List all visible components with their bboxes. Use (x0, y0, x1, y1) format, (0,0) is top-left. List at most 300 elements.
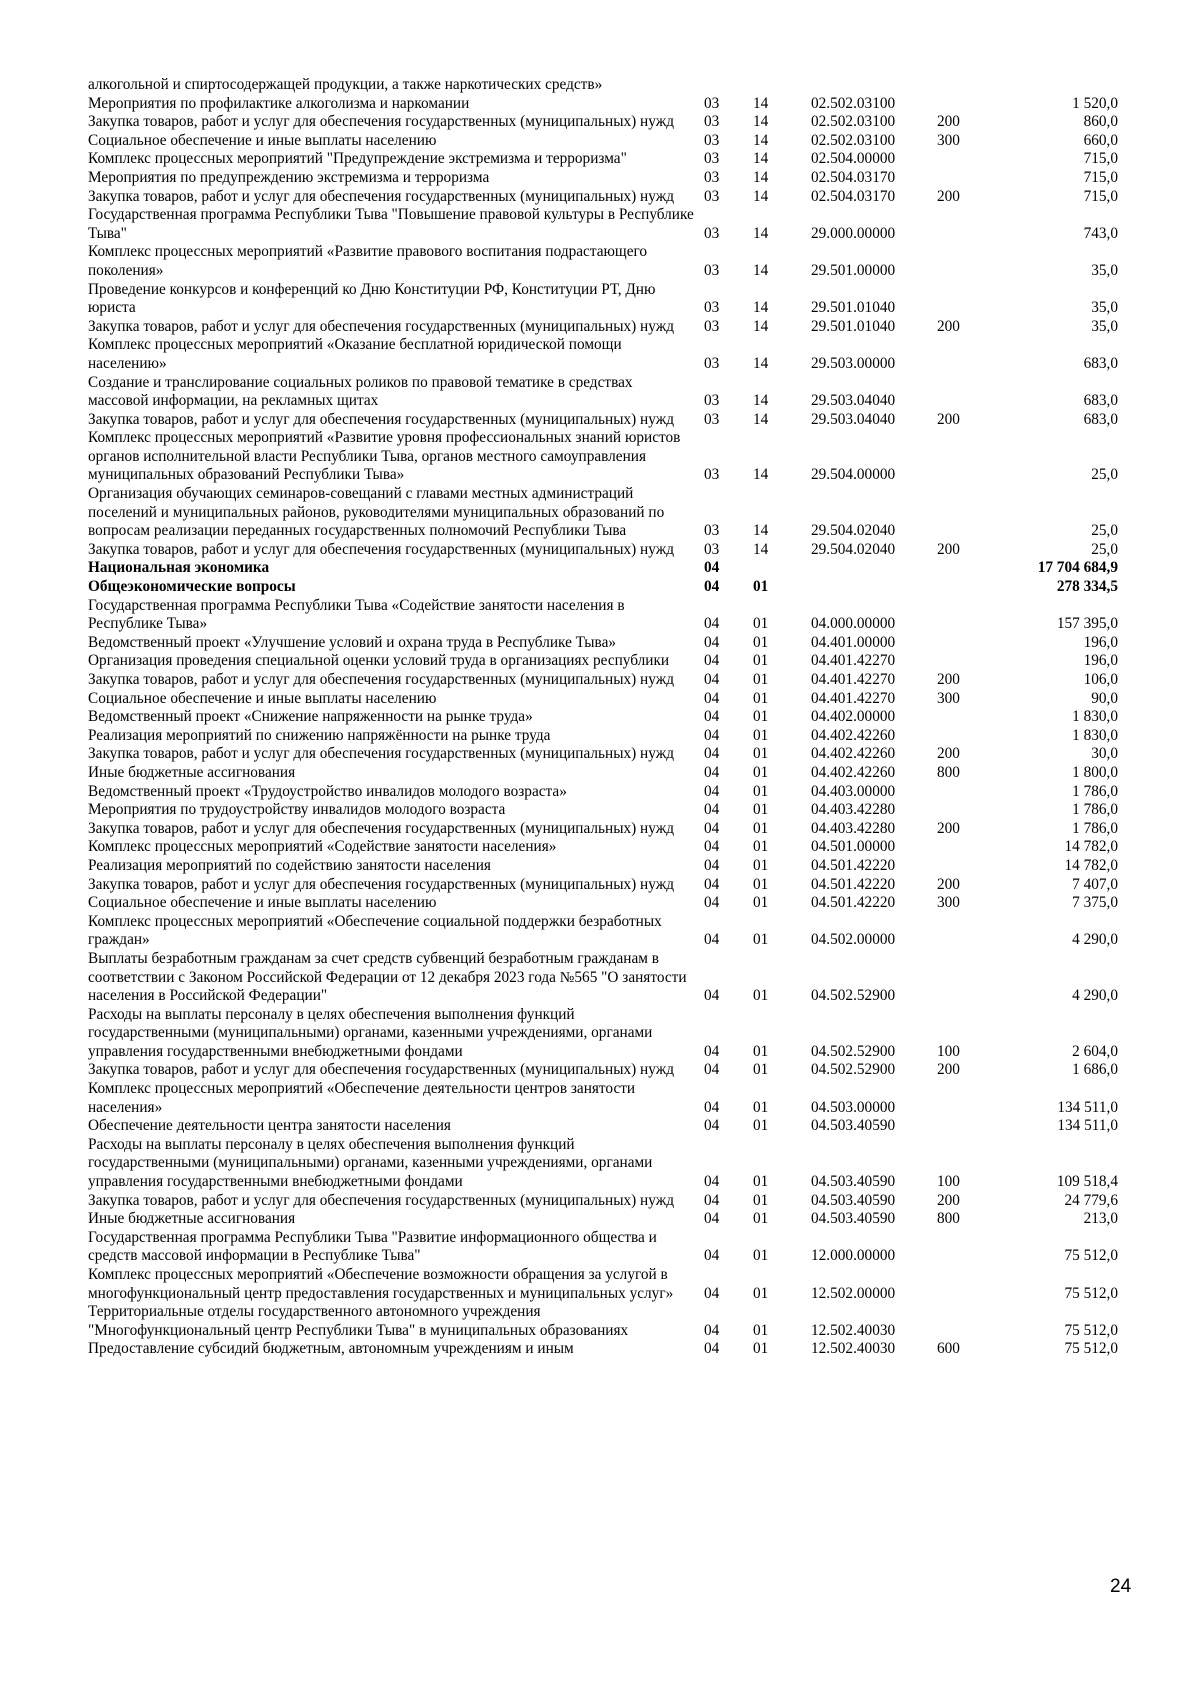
row-subsection-code: 14 (753, 299, 769, 317)
row-subsection-code: 01 (753, 578, 769, 596)
row-section-code: 04 (704, 689, 720, 707)
table-row (88, 838, 1118, 857)
row-subsection-code: 01 (753, 819, 769, 837)
row-expense-type-code: 200 (937, 1061, 960, 1079)
row-name: Иные бюджетные ассигнования (88, 1210, 296, 1228)
row-amount: 1 800,0 (1072, 763, 1118, 781)
row-target-article-code: 29.000.00000 (811, 224, 896, 242)
row-subsection-code: 14 (753, 317, 769, 335)
row-subsection-code: 01 (753, 1284, 769, 1302)
row-expense-type-code: 200 (937, 875, 960, 893)
row-amount: 1 786,0 (1072, 782, 1118, 800)
row-subsection-code: 01 (753, 1061, 769, 1079)
table-row (88, 1192, 1118, 1211)
row-target-article-code: 02.504.00000 (811, 150, 896, 168)
row-target-article-code: 04.503.00000 (811, 1098, 896, 1116)
row-section-code: 03 (704, 466, 720, 484)
row-expense-type-code: 200 (937, 113, 960, 131)
row-section-code: 03 (704, 410, 720, 428)
row-name: Ведомственный проект «Снижение напряженности на рынке труда» (88, 708, 533, 726)
row-section-code: 04 (704, 615, 720, 633)
row-section-code: 03 (704, 187, 720, 205)
row-target-article-code: 04.503.40590 (811, 1210, 896, 1228)
row-subsection-code: 01 (753, 633, 769, 651)
row-target-article-code: 02.502.03100 (811, 113, 896, 131)
table-row (88, 559, 1118, 578)
row-section-code: 04 (704, 578, 720, 596)
row-name: Создание и транслирование социальных роликов по правовой тематике в средствах массовой информации, на рекламных щитах (88, 373, 633, 410)
row-subsection-code: 01 (753, 838, 769, 856)
row-target-article-code: 29.501.00000 (811, 261, 896, 279)
row-subsection-code: 01 (753, 708, 769, 726)
row-expense-type-code: 100 (937, 1042, 960, 1060)
row-amount: 1 520,0 (1072, 94, 1118, 112)
row-expense-type-code: 200 (937, 317, 960, 335)
row-subsection-code: 01 (753, 763, 769, 781)
row-name: Ведомственный проект «Улучшение условий и охрана труда в Республике Тыва» (88, 633, 617, 651)
table-row (88, 169, 1118, 188)
row-expense-type-code: 200 (937, 1191, 960, 1209)
row-amount: 106,0 (1083, 671, 1118, 688)
row-name: Закупка товаров, работ и услуг для обеспечения государственных (муниципальных) нужд (88, 875, 675, 893)
row-section-code: 03 (704, 354, 720, 372)
row-subsection-code: 01 (753, 987, 769, 1005)
row-target-article-code: 04.501.42220 (811, 856, 896, 874)
row-amount: 660,0 (1083, 131, 1118, 149)
row-expense-type-code: 800 (937, 763, 960, 781)
row-amount: 715,0 (1083, 168, 1118, 186)
row-name: Проведение конкурсов и конференций ко Дню Конституции РФ, Конституции РТ, Дню юриста (88, 280, 656, 317)
row-name: Национальная экономика (88, 559, 270, 577)
row-subsection-code: 01 (753, 1042, 769, 1060)
table-row (88, 652, 1118, 671)
table-row (88, 206, 1118, 243)
row-amount: 24 779,6 (1064, 1191, 1118, 1209)
table-row (88, 150, 1118, 169)
row-amount: 2 604,0 (1072, 1042, 1118, 1060)
row-subsection-code: 01 (753, 689, 769, 707)
row-amount: 1 830,0 (1072, 726, 1118, 744)
row-subsection-code: 14 (753, 392, 769, 410)
row-section-code: 04 (704, 1247, 720, 1265)
table-row (88, 95, 1118, 114)
page-number: 24 (1110, 1576, 1132, 1597)
row-subsection-code: 14 (753, 150, 769, 168)
row-subsection-code: 01 (753, 1173, 769, 1191)
row-name: Комплекс процессных мероприятий «Содействие занятости населения» (88, 838, 557, 856)
row-subsection-code: 14 (753, 466, 769, 484)
row-target-article-code: 04.503.40590 (811, 1173, 896, 1191)
row-amount: 30,0 (1091, 745, 1118, 763)
row-subsection-code: 01 (753, 652, 769, 670)
row-amount: 860,0 (1083, 113, 1118, 131)
row-amount: 75 512,0 (1064, 1340, 1118, 1358)
row-section-code: 04 (704, 838, 720, 856)
row-amount: 196,0 (1083, 633, 1118, 651)
row-amount: 1 686,0 (1072, 1061, 1118, 1079)
row-name: Закупка товаров, работ и услуг для обеспечения государственных (муниципальных) нужд (88, 113, 675, 131)
row-subsection-code: 01 (753, 782, 769, 800)
table-row (88, 429, 1118, 485)
row-expense-type-code: 200 (937, 671, 960, 688)
row-target-article-code: 04.503.40590 (811, 1117, 896, 1135)
row-target-article-code: 02.502.03100 (811, 94, 896, 112)
row-subsection-code: 14 (753, 187, 769, 205)
row-subsection-code: 14 (753, 94, 769, 112)
row-target-article-code: 04.401.42270 (811, 689, 896, 707)
table-row (88, 1080, 1118, 1117)
row-subsection-code: 14 (753, 354, 769, 372)
row-target-article-code: 04.502.52900 (811, 1042, 896, 1060)
row-name: Социальное обеспечение и иные выплаты населению (88, 689, 437, 707)
row-amount: 25,0 (1091, 522, 1118, 540)
row-section-code: 04 (704, 745, 720, 763)
row-name: Государственная программа Республики Тыва «Содействие занятости населения в Республике Тыва» (88, 596, 625, 633)
row-name: Комплекс процессных мероприятий «Развитие правового воспитания подрастающего поколения» (88, 243, 648, 279)
row-target-article-code: 04.403.42280 (811, 801, 896, 819)
row-target-article-code: 04.402.42260 (811, 745, 896, 763)
row-section-code: 03 (704, 522, 720, 540)
row-name: Общеэкономические вопросы (88, 578, 296, 596)
row-section-code: 03 (704, 113, 720, 131)
row-amount: 1 830,0 (1072, 708, 1118, 726)
row-section-code: 04 (704, 819, 720, 837)
row-name: Иные бюджетные ассигнования (88, 763, 296, 781)
row-subsection-code: 14 (753, 131, 769, 149)
row-target-article-code: 04.401.00000 (811, 633, 896, 651)
row-section-code: 04 (704, 856, 720, 874)
row-section-code: 04 (704, 1173, 720, 1191)
table-row (88, 1340, 1118, 1359)
row-section-code: 04 (704, 726, 720, 744)
row-subsection-code: 14 (753, 261, 769, 279)
row-name: Реализация мероприятий по содействию занятости населения (88, 856, 491, 874)
row-name: Комплекс процессных мероприятий "Предупреждение экстремизма и терроризма" (88, 150, 627, 168)
row-section-code: 04 (704, 1191, 720, 1209)
row-section-code: 04 (704, 894, 720, 912)
row-amount: 278 334,5 (1056, 578, 1118, 596)
row-amount: 4 290,0 (1072, 931, 1118, 949)
row-target-article-code: 04.502.00000 (811, 931, 896, 949)
row-section-code: 03 (704, 131, 720, 149)
row-subsection-code: 14 (753, 113, 769, 131)
row-name: Комплекс процессных мероприятий «Развитие уровня профессиональных знаний юристов органов исполнительной власти Республики Тыва, органов местного самоуправления муниципальных образований Республики Тыва» (88, 429, 681, 484)
row-target-article-code: 29.503.04040 (811, 392, 896, 410)
row-expense-type-code: 300 (937, 131, 960, 149)
row-subsection-code: 01 (753, 1247, 769, 1265)
row-section-code: 04 (704, 1042, 720, 1060)
row-expense-type-code: 100 (937, 1173, 960, 1191)
row-amount: 75 512,0 (1064, 1247, 1118, 1265)
row-expense-type-code: 800 (937, 1210, 960, 1228)
row-target-article-code: 29.504.02040 (811, 540, 896, 558)
table-row (88, 188, 1118, 207)
row-target-article-code: 04.401.42270 (811, 652, 896, 670)
row-name: Государственная программа Республики Тыва "Повышение правовой культуры в Республике Тыва" (88, 206, 694, 242)
row-target-article-code: 29.503.04040 (811, 410, 896, 428)
row-section-code: 04 (704, 763, 720, 781)
row-name: Закупка товаров, работ и услуг для обеспечения государственных (муниципальных) нужд (88, 187, 675, 205)
row-section-code: 04 (704, 931, 720, 949)
row-section-code: 04 (704, 1321, 720, 1339)
row-subsection-code: 01 (753, 1191, 769, 1209)
row-name: Предоставление субсидий бюджетным, автономным учреждениям и иным (88, 1340, 574, 1358)
row-name: алкогольной и спиртосодержащей продукции, а также наркотических средств» (88, 76, 603, 93)
row-subsection-code: 01 (753, 801, 769, 819)
table-row (88, 113, 1118, 132)
table-row (88, 1006, 1118, 1062)
row-name: Комплекс процессных мероприятий «Обеспечение социальной поддержки безработных граждан» (88, 912, 662, 949)
row-name: Государственная программа Республики Тыва "Развитие информационного общества и средств массовой информации в Республике Тыва" (88, 1228, 657, 1265)
row-expense-type-code: 200 (937, 540, 960, 558)
row-target-article-code: 04.501.00000 (811, 838, 896, 856)
row-name: Выплаты безработным гражданам за счет средств субвенций безработным гражданам в соответствии с Законом Российской Федерации от 12 декабря 2023 года №565 "О занятости населения в Российской Федерации" (88, 949, 687, 1005)
row-section-code: 04 (704, 1098, 720, 1116)
table-row (88, 1210, 1118, 1229)
row-amount: 25,0 (1091, 466, 1118, 484)
row-subsection-code: 01 (753, 1117, 769, 1135)
table-row (88, 243, 1118, 280)
row-section-code: 04 (704, 671, 720, 688)
row-target-article-code: 04.402.42260 (811, 763, 896, 781)
row-amount: 90,0 (1091, 689, 1118, 707)
row-name: Расходы на выплаты персоналу в целях обеспечения выполнения функций государственными (муниципальными) органами, казенными учреждениями, органами управления государственными внебюджетными фондами (88, 1005, 653, 1060)
table-row (88, 318, 1118, 337)
row-target-article-code: 04.501.42220 (811, 894, 896, 912)
row-name: Организация обучающих семинаров-совещаний с главами местных администраций поселений и муниципальных районов, руководителями муниципальных образований по вопросам реализации переданных государственных полномочий Республики Тыва (88, 485, 665, 540)
row-amount: 715,0 (1083, 150, 1118, 168)
table-row (88, 876, 1118, 895)
row-subsection-code: 14 (753, 522, 769, 540)
row-name: Закупка товаров, работ и услуг для обеспечения государственных (муниципальных) нужд (88, 745, 675, 763)
row-subsection-code: 14 (753, 224, 769, 242)
row-expense-type-code: 200 (937, 187, 960, 205)
row-target-article-code: 29.501.01040 (811, 299, 896, 317)
row-subsection-code: 01 (753, 1098, 769, 1116)
table-row (88, 1136, 1118, 1192)
row-target-article-code: 29.504.02040 (811, 522, 896, 540)
row-section-code: 03 (704, 150, 720, 168)
row-expense-type-code: 200 (937, 819, 960, 837)
row-section-code: 03 (704, 94, 720, 112)
row-amount: 109 518,4 (1056, 1173, 1118, 1191)
table-row (88, 857, 1118, 876)
row-name: Закупка товаров, работ и услуг для обеспечения государственных (муниципальных) нужд (88, 1061, 675, 1079)
row-amount: 715,0 (1083, 187, 1118, 205)
row-subsection-code: 01 (753, 1340, 769, 1358)
row-section-code: 03 (704, 540, 720, 558)
row-expense-type-code: 200 (937, 745, 960, 763)
row-amount: 1 786,0 (1072, 801, 1118, 819)
row-target-article-code: 04.501.42220 (811, 875, 896, 893)
row-section-code: 04 (704, 559, 720, 577)
table-row (88, 1117, 1118, 1136)
row-name: Закупка товаров, работ и услуг для обеспечения государственных (муниципальных) нужд (88, 671, 675, 688)
table-row (88, 336, 1118, 373)
row-section-code: 04 (704, 1340, 720, 1358)
row-section-code: 04 (704, 708, 720, 726)
budget-table (88, 76, 1118, 1359)
row-target-article-code: 04.403.00000 (811, 782, 896, 800)
row-amount: 75 512,0 (1064, 1321, 1118, 1339)
row-name: Закупка товаров, работ и услуг для обеспечения государственных (муниципальных) нужд (88, 1191, 675, 1209)
table-row (88, 76, 1118, 95)
row-name: Закупка товаров, работ и услуг для обеспечения государственных (муниципальных) нужд (88, 540, 675, 558)
table-row (88, 578, 1118, 597)
table-row (88, 1266, 1118, 1303)
table-row (88, 708, 1118, 727)
table-row (88, 281, 1118, 318)
row-name: Расходы на выплаты персоналу в целях обеспечения выполнения функций государственными (муниципальными) органами, казенными учреждениями, органами управления государственными внебюджетными фондами (88, 1135, 653, 1191)
row-name: Социальное обеспечение и иные выплаты населению (88, 894, 437, 912)
table-row (88, 541, 1118, 560)
row-name: Социальное обеспечение и иные выплаты населению (88, 131, 437, 149)
table-row (88, 411, 1118, 430)
table-row (88, 1229, 1118, 1266)
row-name: Закупка товаров, работ и услуг для обеспечения государственных (муниципальных) нужд (88, 819, 675, 837)
row-name: Комплекс процессных мероприятий «Обеспечение деятельности центров занятости населения» (88, 1080, 636, 1116)
row-amount: 213,0 (1083, 1210, 1118, 1228)
row-section-code: 04 (704, 1117, 720, 1135)
row-amount: 25,0 (1091, 540, 1118, 558)
row-target-article-code: 04.503.40590 (811, 1191, 896, 1209)
row-amount: 134 511,0 (1057, 1117, 1118, 1135)
row-amount: 35,0 (1091, 317, 1118, 335)
row-target-article-code: 29.501.01040 (811, 317, 896, 335)
row-name: Комплекс процессных мероприятий «Обеспечение возможности обращения за услугой в многофункциональный центр предоставления государственных и муниципальных услуг» (88, 1266, 674, 1302)
table-row (88, 1061, 1118, 1080)
row-target-article-code: 12.502.40030 (811, 1321, 896, 1339)
row-name: Закупка товаров, работ и услуг для обеспечения государственных (муниципальных) нужд (88, 410, 675, 428)
row-amount: 743,0 (1083, 224, 1118, 242)
row-section-code: 03 (704, 224, 720, 242)
row-amount: 157 395,0 (1056, 615, 1118, 633)
row-amount: 196,0 (1083, 652, 1118, 670)
row-name: Комплекс процессных мероприятий «Оказание бесплатной юридической помощи населению» (88, 336, 622, 372)
row-target-article-code: 04.502.52900 (811, 987, 896, 1005)
row-amount: 75 512,0 (1064, 1284, 1118, 1302)
row-section-code: 03 (704, 168, 720, 186)
row-name: Ведомственный проект «Трудоустройство инвалидов молодого возраста» (88, 782, 567, 800)
row-subsection-code: 01 (753, 1210, 769, 1228)
row-target-article-code: 12.502.00000 (811, 1284, 896, 1302)
row-target-article-code: 02.504.03170 (811, 168, 896, 186)
row-expense-type-code: 200 (937, 410, 960, 428)
row-amount: 14 782,0 (1064, 856, 1118, 874)
row-target-article-code: 04.401.42270 (811, 671, 896, 688)
row-section-code: 04 (704, 987, 720, 1005)
table-row (88, 1303, 1118, 1340)
row-amount: 4 290,0 (1072, 987, 1118, 1005)
table-row (88, 634, 1118, 653)
row-section-code: 03 (704, 317, 720, 335)
row-expense-type-code: 300 (937, 689, 960, 707)
row-name: Территориальные отделы государственного автономного учреждения "Многофункциональный центр Республики Тыва" в муниципальных образованиях (88, 1303, 629, 1339)
table-row (88, 913, 1118, 950)
row-target-article-code: 04.403.42280 (811, 819, 896, 837)
table-row (88, 485, 1118, 541)
row-subsection-code: 01 (753, 875, 769, 893)
row-target-article-code: 02.502.03100 (811, 131, 896, 149)
row-subsection-code: 14 (753, 410, 769, 428)
row-amount: 35,0 (1091, 261, 1118, 279)
row-subsection-code: 01 (753, 745, 769, 763)
row-target-article-code: 04.402.00000 (811, 708, 896, 726)
row-subsection-code: 01 (753, 856, 769, 874)
row-amount: 7 407,0 (1072, 875, 1118, 893)
table-row (88, 801, 1118, 820)
row-amount: 683,0 (1083, 410, 1118, 428)
row-target-article-code: 04.502.52900 (811, 1061, 896, 1079)
row-subsection-code: 14 (753, 168, 769, 186)
row-name: Мероприятия по предупреждению экстремизма и терроризма (88, 168, 490, 186)
row-name: Обеспечение деятельности центра занятости населения (88, 1117, 451, 1135)
row-amount: 683,0 (1083, 392, 1118, 410)
row-amount: 1 786,0 (1072, 819, 1118, 837)
row-subsection-code: 01 (753, 1321, 769, 1339)
table-row (88, 597, 1118, 634)
row-subsection-code: 01 (753, 726, 769, 744)
row-amount: 17 704 684,9 (1037, 559, 1118, 577)
table-row (88, 820, 1118, 839)
row-target-article-code: 12.000.00000 (811, 1247, 896, 1265)
row-expense-type-code: 300 (937, 894, 960, 912)
row-subsection-code: 01 (753, 615, 769, 633)
row-amount: 134 511,0 (1057, 1098, 1118, 1116)
table-row (88, 132, 1118, 151)
row-name: Реализация мероприятий по снижению напряжённости на рынке труда (88, 726, 551, 744)
row-section-code: 04 (704, 1210, 720, 1228)
row-section-code: 04 (704, 1061, 720, 1079)
row-expense-type-code: 600 (937, 1340, 960, 1358)
table-row (88, 894, 1118, 913)
row-target-article-code: 12.502.40030 (811, 1340, 896, 1358)
row-name: Закупка товаров, работ и услуг для обеспечения государственных (муниципальных) нужд (88, 317, 675, 335)
row-subsection-code: 01 (753, 671, 769, 688)
table-row (88, 783, 1118, 802)
row-section-code: 04 (704, 782, 720, 800)
row-section-code: 04 (704, 875, 720, 893)
table-row (88, 671, 1118, 690)
row-section-code: 04 (704, 652, 720, 670)
row-section-code: 04 (704, 801, 720, 819)
row-section-code: 03 (704, 261, 720, 279)
table-row (88, 374, 1118, 411)
row-subsection-code: 01 (753, 894, 769, 912)
table-row (88, 727, 1118, 746)
row-section-code: 03 (704, 299, 720, 317)
row-amount: 7 375,0 (1072, 894, 1118, 912)
table-row (88, 764, 1118, 783)
table-row (88, 690, 1118, 709)
row-section-code: 04 (704, 633, 720, 651)
row-subsection-code: 14 (753, 540, 769, 558)
row-amount: 683,0 (1083, 354, 1118, 372)
row-name: Мероприятия по трудоустройству инвалидов молодого возраста (88, 801, 506, 819)
row-target-article-code: 29.504.00000 (811, 466, 896, 484)
row-section-code: 04 (704, 1284, 720, 1302)
table-row (88, 950, 1118, 1006)
row-subsection-code: 01 (753, 931, 769, 949)
row-target-article-code: 04.402.42260 (811, 726, 896, 744)
row-target-article-code: 04.000.00000 (811, 615, 896, 633)
row-amount: 14 782,0 (1064, 838, 1118, 856)
row-target-article-code: 29.503.00000 (811, 354, 896, 372)
row-name: Организация проведения специальной оценки условий труда в организациях республики (88, 652, 670, 670)
table-row (88, 745, 1118, 764)
row-section-code: 03 (704, 392, 720, 410)
row-target-article-code: 02.504.03170 (811, 187, 896, 205)
